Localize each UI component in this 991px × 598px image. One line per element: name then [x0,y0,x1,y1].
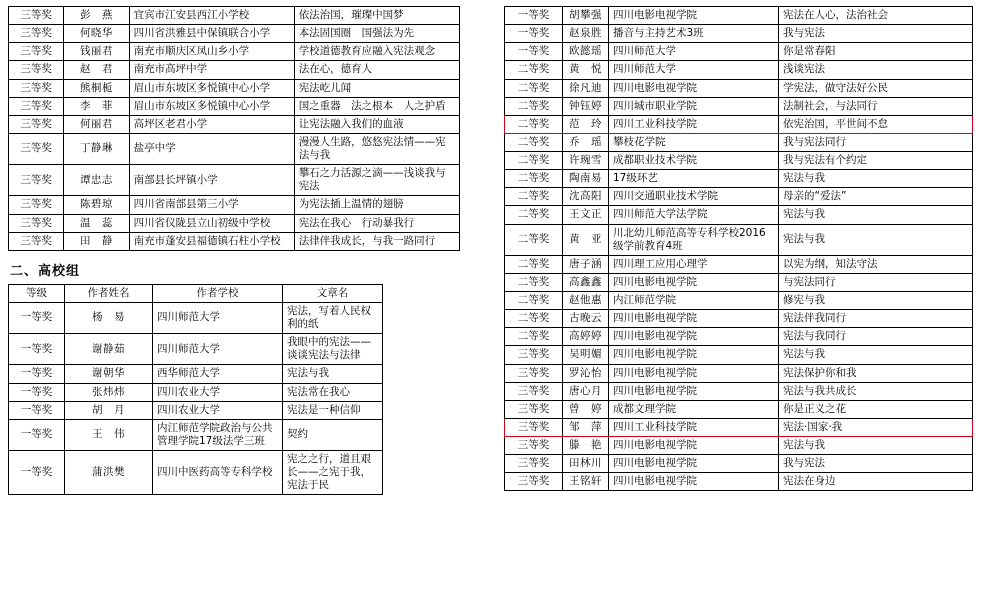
cell-school: 四川电影电视学院 [609,437,779,455]
cell-level: 三等奖 [9,7,64,25]
cell-school: 四川电影电视学院 [609,473,779,491]
cell-school: 高坪区老君小学 [129,115,294,133]
cell-title: 我与宪法有个约定 [779,152,973,170]
cell-author: 陈碧琼 [64,196,129,214]
cell-school: 四川电影电视学院 [609,310,779,328]
cell-title: 攀石之力活源之滴——浅谈我与宪法 [294,165,459,196]
cell-level: 二等奖 [505,115,563,133]
cell-school: 四川电影电视学院 [609,273,779,291]
cell-author: 杨 易 [65,302,153,333]
cell-author: 古晚云 [563,310,609,328]
cell-school: 攀枝花学院 [609,133,779,151]
table-row [9,401,383,419]
cell-title: 宪法与我 [779,170,973,188]
cell-title: 我与宪法 [779,25,973,43]
table-row [9,196,460,214]
table-row [505,152,973,170]
table-header-row [9,284,383,302]
cell-title: 学宪法，做守法好公民 [779,79,973,97]
cell-level: 一等奖 [505,43,563,61]
cell-author: 赵 君 [64,61,129,79]
cell-author: 赵泉胜 [563,25,609,43]
cell-school: 四川师范大学 [609,61,779,79]
table-row [505,400,973,418]
cell-title: 你是常春阳 [779,43,973,61]
cell-title: 依法治国，璀璨中国梦 [294,7,459,25]
table-row [505,364,973,382]
table-row [505,97,973,115]
cell-author: 邹 萍 [563,418,609,436]
cell-school: 四川中医药高等专科学校 [153,451,283,495]
cell-school: 四川电影电视学院 [609,382,779,400]
table-row [505,170,973,188]
cell-title: 宪法与我 [779,224,973,255]
cell-title: 我与宪法同行 [779,133,973,151]
cell-title: 修宪与我 [779,292,973,310]
cell-level: 一等奖 [9,419,65,450]
cell-author: 何晓华 [64,25,129,43]
table-row-highlighted [505,115,973,133]
cell-title: 我与宪法 [779,455,973,473]
cell-school: 四川工业科技学院 [609,418,779,436]
cell-school: 四川师范大学法学院 [609,206,779,224]
table-row [505,328,973,346]
cell-title: 以宪为纲，知法守法 [779,255,973,273]
cell-school: 四川省洪雅县中保镇联合小学 [129,25,294,43]
cell-author: 王铭轩 [563,473,609,491]
cell-author: 罗沁怡 [563,364,609,382]
cell-author: 赵他惠 [563,292,609,310]
cell-school: 盐亭中学 [129,133,294,164]
cell-title: 宪法屹儿闻 [294,79,459,97]
table-row [505,188,973,206]
cell-level: 三等奖 [505,473,563,491]
cell-level: 二等奖 [505,224,563,255]
cell-author: 滕 艳 [563,437,609,455]
left-column [0,0,460,598]
cell-title: 法律伴我成长，与我一路同行 [294,232,459,250]
cell-author: 唐子涵 [563,255,609,273]
cell-level: 一等奖 [9,302,65,333]
table-row-highlighted [505,418,973,436]
cell-level: 一等奖 [9,451,65,495]
cell-author: 熊桐栀 [64,79,129,97]
cell-level: 一等奖 [9,383,65,401]
table-row [505,224,973,255]
cell-title: 宪法与我 [779,437,973,455]
cell-school: 四川师范大学 [153,334,283,365]
cell-author: 钱丽君 [64,43,129,61]
cell-school: 四川电影电视学院 [609,7,779,25]
cell-title: 法制社会，与法同行 [779,97,973,115]
cell-level: 二等奖 [505,310,563,328]
table-row [505,79,973,97]
cell-school: 四川农业大学 [153,383,283,401]
table-row [505,273,973,291]
cell-level: 二等奖 [505,255,563,273]
cell-level: 二等奖 [505,328,563,346]
cell-author: 田 静 [64,232,129,250]
cell-title: 宪法是一种信仰 [283,401,383,419]
cell-school: 眉山市东坡区多悦镇中心小学 [129,97,294,115]
cell-school: 四川理工应用心理学 [609,255,779,273]
cell-author: 胡 月 [65,401,153,419]
cell-author: 谢静茹 [65,334,153,365]
primary-school-winners-table [8,6,460,251]
cell-school: 成都职业技术学院 [609,152,779,170]
cell-level: 三等奖 [505,437,563,455]
table-row [505,25,973,43]
cell-title: 母亲的“爱法” [779,188,973,206]
table-row [9,61,460,79]
cell-author: 李 菲 [64,97,129,115]
cell-author: 田林川 [563,455,609,473]
table-row [9,133,460,164]
cell-title: 宪法保护你和我 [779,364,973,382]
cell-level: 一等奖 [505,7,563,25]
cell-school: 四川电影电视学院 [609,79,779,97]
cell-title: 依宪治国，平世间不怠 [779,115,973,133]
cell-title: 国之重器 法之根本 人之护盾 [294,97,459,115]
table-row [9,7,460,25]
cell-title: 与宪法同行 [779,273,973,291]
cell-school: 川北幼儿师范高等专科学校2016级学前教育4班 [609,224,779,255]
table-row [9,383,383,401]
cell-school: 南充市高坪中学 [129,61,294,79]
cell-level: 一等奖 [9,401,65,419]
cell-author: 徐凡迪 [563,79,609,97]
cell-author: 黄 悦 [563,61,609,79]
cell-level: 三等奖 [505,455,563,473]
cell-level: 三等奖 [9,133,64,164]
cell-author: 谭忠志 [64,165,129,196]
college-group-table [8,284,383,496]
cell-title: 宪法在人心，法治社会 [779,7,973,25]
cell-author: 何丽君 [64,115,129,133]
table-row [505,7,973,25]
cell-school: 四川师范大学 [609,43,779,61]
cell-author: 张炜炜 [65,383,153,401]
cell-author: 唐心月 [563,382,609,400]
cell-level: 三等奖 [505,400,563,418]
table-row [9,165,460,196]
right-table-body [505,7,973,491]
cell-school: 17级环艺 [609,170,779,188]
cell-school: 宜宾市江安县西江小学校 [129,7,294,25]
table-row [9,419,383,450]
cell-title: 宪法与我同行 [779,328,973,346]
cell-author: 高婷婷 [563,328,609,346]
cell-author: 吴明媚 [563,346,609,364]
cell-level: 二等奖 [505,273,563,291]
cell-school: 四川电影电视学院 [609,364,779,382]
cell-level: 三等奖 [9,79,64,97]
cell-school: 四川电影电视学院 [609,455,779,473]
cell-author: 欧懿瑶 [563,43,609,61]
college-winners-continued-table [504,6,973,491]
cell-school: 四川电影电视学院 [609,328,779,346]
cell-author: 王 伟 [65,419,153,450]
cell-level: 三等奖 [9,214,64,232]
cell-school: 四川城市职业学院 [609,97,779,115]
cell-school: 四川省南部县第三小学 [129,196,294,214]
cell-author: 许琬雪 [563,152,609,170]
cell-author: 王文正 [563,206,609,224]
table-row [9,451,383,495]
table-row [9,43,460,61]
cell-title: 宪法与我 [283,365,383,383]
column-header: 文章名 [283,284,383,302]
table-row [9,302,383,333]
cell-level: 三等奖 [9,196,64,214]
cell-level: 一等奖 [505,25,563,43]
cell-title: 宪法与我共成长 [779,382,973,400]
cell-title: 你是正义之花 [779,400,973,418]
cell-school: 南充市顺庆区凤山乡小学 [129,43,294,61]
cell-level: 三等奖 [9,61,64,79]
cell-school: 内江师范学院 [609,292,779,310]
cell-level: 一等奖 [9,334,65,365]
cell-school: 四川电影电视学院 [609,346,779,364]
table-row [9,214,460,232]
cell-author: 陶南易 [563,170,609,188]
cell-title: 宪法常在我心 [283,383,383,401]
table-row [9,365,383,383]
table-row [9,25,460,43]
table-row [9,79,460,97]
table-row [9,334,383,365]
cell-author: 黄 亚 [563,224,609,255]
cell-school: 播音与主持艺术3班 [609,25,779,43]
cell-level: 一等奖 [9,365,65,383]
cell-level: 二等奖 [505,152,563,170]
cell-author: 胡攀强 [563,7,609,25]
cell-title: 漫漫人生路，悠悠宪法情——宪法与我 [294,133,459,164]
left-table2-body [9,284,383,495]
table-row [505,206,973,224]
cell-author: 范 玲 [563,115,609,133]
table-row [505,437,973,455]
cell-title: 法在心，德育人 [294,61,459,79]
cell-title: 宪法，写着人民权利的纸 [283,302,383,333]
cell-author: 谢朝华 [65,365,153,383]
cell-level: 三等奖 [9,232,64,250]
cell-school: 西华师范大学 [153,365,283,383]
cell-level: 二等奖 [505,97,563,115]
table-row [505,473,973,491]
table-row [9,115,460,133]
cell-author: 沈高阳 [563,188,609,206]
column-header: 作者姓名 [65,284,153,302]
cell-title: 宪法·国家·我 [779,418,973,436]
cell-title: 我眼中的宪法——谈谈宪法与法律 [283,334,383,365]
cell-title: 为宪法插上温情的翅膀 [294,196,459,214]
cell-title: 本法固国圈 国强法为先 [294,25,459,43]
cell-author: 乔 瑶 [563,133,609,151]
table-row [9,232,460,250]
table-row [505,310,973,328]
cell-level: 二等奖 [505,206,563,224]
section-title-college: 二、高校组 [10,263,81,279]
table-row [505,255,973,273]
cell-author: 蒲洪樊 [65,451,153,495]
left-table1-body [9,7,460,251]
cell-level: 三等奖 [505,382,563,400]
cell-level: 三等奖 [9,25,64,43]
cell-author: 彭 燕 [64,7,129,25]
cell-school: 成都文理学院 [609,400,779,418]
table-row [505,43,973,61]
table-row [505,455,973,473]
table-row [505,292,973,310]
cell-title: 宪之之行，道且艰长——之宪于我，宪法于民 [283,451,383,495]
cell-level: 三等奖 [9,97,64,115]
right-column [460,0,991,598]
column-header: 作者学校 [153,284,283,302]
cell-title: 宪法在我心 行动暴我行 [294,214,459,232]
cell-school: 内江师范学院政治与公共管理学院17级法学三班 [153,419,283,450]
cell-author: 丁静琳 [64,133,129,164]
cell-school: 四川工业科技学院 [609,115,779,133]
table-row [505,346,973,364]
table-row [505,382,973,400]
cell-school: 南部县长坪镇小学 [129,165,294,196]
cell-level: 三等奖 [505,346,563,364]
cell-level: 三等奖 [9,43,64,61]
column-header: 等级 [9,284,65,302]
cell-author: 高鑫鑫 [563,273,609,291]
cell-title: 浅谈宪法 [779,61,973,79]
cell-level: 二等奖 [505,170,563,188]
cell-school: 四川农业大学 [153,401,283,419]
cell-level: 二等奖 [505,61,563,79]
cell-title: 宪法与我 [779,346,973,364]
cell-level: 三等奖 [505,364,563,382]
cell-level: 二等奖 [505,188,563,206]
cell-level: 三等奖 [9,115,64,133]
cell-level: 二等奖 [505,292,563,310]
table-row [9,97,460,115]
cell-title: 契约 [283,419,383,450]
cell-author: 曾 婷 [563,400,609,418]
cell-title: 宪法与我 [779,206,973,224]
cell-author: 钟钰婷 [563,97,609,115]
cell-title: 宪法在身边 [779,473,973,491]
cell-title: 宪法伴我同行 [779,310,973,328]
cell-title: 让宪法融入我们的血液 [294,115,459,133]
cell-school: 眉山市东坡区多悦镇中心小学 [129,79,294,97]
cell-level: 二等奖 [505,79,563,97]
cell-level: 三等奖 [505,418,563,436]
cell-school: 四川交通职业技术学院 [609,188,779,206]
table-row [505,61,973,79]
cell-title: 学校道德教育应融入宪法观念 [294,43,459,61]
cell-author: 温 蕊 [64,214,129,232]
cell-school: 四川省仪陇县立山初级中学校 [129,214,294,232]
cell-school: 南充市蓬安县福德镇石柱小学校 [129,232,294,250]
cell-level: 二等奖 [505,133,563,151]
cell-level: 三等奖 [9,165,64,196]
table-row [505,133,973,151]
cell-school: 四川师范大学 [153,302,283,333]
